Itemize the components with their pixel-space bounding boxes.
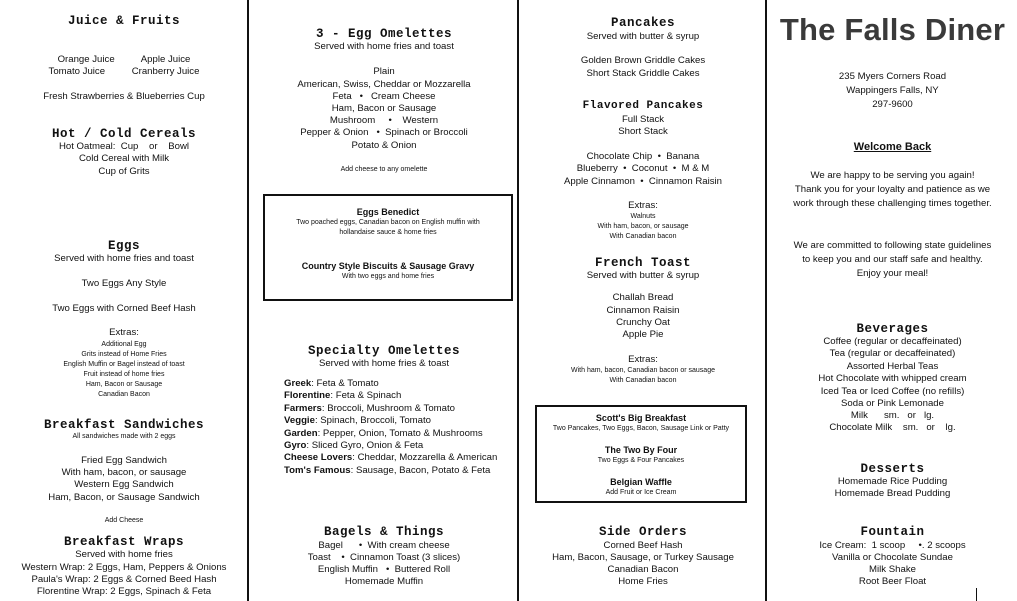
specialty-omelette-desc: : Spinach, Broccoli, Tomato xyxy=(314,415,432,427)
menu-item: Milk Shake xyxy=(869,564,916,575)
address-line: Wappingers Falls, NY xyxy=(846,85,939,96)
menu-item: Cup of Grits xyxy=(98,166,150,177)
welcome-text: Thank you for your loyalty and patience as we xyxy=(794,184,991,195)
extras-item: Canadian Bacon xyxy=(98,391,150,398)
address-line: 235 Myers Corners Road xyxy=(838,71,947,82)
menu-item: Toast • Cinnamon Toast (3 slices) xyxy=(307,552,461,563)
section-title-desserts: Desserts xyxy=(860,462,925,476)
extras-item: With Canadian bacon xyxy=(609,233,677,240)
section-title-wraps: Breakfast Wraps xyxy=(63,535,185,549)
specialty-omelette-name: Cheese Lovers xyxy=(284,452,353,464)
menu-item: English Muffin • Buttered Roll xyxy=(317,564,451,575)
specialty-omelette-desc: : Feta & Tomato xyxy=(311,378,379,389)
menu-item: Potato & Onion xyxy=(351,140,417,151)
menu-item: Ice Cream: 1 scoop •. 2 scoops xyxy=(819,540,966,551)
menu-item: Short Stack xyxy=(618,126,668,137)
section-title-bagels: Bagels & Things xyxy=(323,525,445,539)
specialty-omelette-desc: : Sliced Gyro, Onion & Feta xyxy=(306,440,424,451)
section-title-flavored-pancakes: Flavored Pancakes xyxy=(582,100,704,112)
menu-item: American, Swiss, Cheddar or Mozzarella xyxy=(297,79,471,90)
menu-item: Two Eggs with Corned Beef Hash xyxy=(52,303,196,314)
menu-item: Canadian Bacon xyxy=(607,564,679,575)
section-title-omelettes: 3 - Egg Omelettes xyxy=(315,27,453,41)
specialty-omelette-item xyxy=(284,465,518,477)
extras-item: Walnuts xyxy=(630,213,656,220)
menu-column-2 xyxy=(250,0,518,601)
section-title-sides: Side Orders xyxy=(598,525,687,539)
menu-item: Full Stack xyxy=(621,114,665,125)
menu-item: Homemade Bread Pudding xyxy=(834,488,951,499)
phone-number: 297-9600 xyxy=(872,99,913,110)
special-description: Add Fruit or Ice Cream xyxy=(605,489,677,496)
menu-item: Ham, Bacon, or Sausage Sandwich xyxy=(48,492,200,503)
section-subtitle: Served with home fries and toast xyxy=(54,253,194,264)
section-subtitle: Served with home fries and toast xyxy=(314,41,454,52)
menu-item: Vanilla or Chocolate Sundae xyxy=(832,552,953,563)
menu-item: Corned Beef Hash xyxy=(603,540,683,551)
special-title: Belgian Waffle xyxy=(610,477,672,487)
menu-item: Homemade Rice Pudding xyxy=(837,476,948,487)
menu-item: Assorted Herbal Teas xyxy=(846,361,939,372)
section-subtitle: All sandwiches made with 2 eggs xyxy=(72,433,176,440)
extras-label: Extras: xyxy=(109,327,139,338)
section-title-beverages: Beverages xyxy=(856,322,929,336)
specialty-omelette-name: Tom's Famous xyxy=(284,464,351,476)
menu-item: Iced Tea or Iced Coffee (no refills) xyxy=(820,386,965,397)
menu-item: Two Eggs Any Style xyxy=(81,278,167,289)
menu-item: Apple Pie xyxy=(622,329,664,340)
special-title: Eggs Benedict xyxy=(356,207,420,217)
menu-item: Crunchy Oat xyxy=(616,317,670,328)
menu-item: Milk sm. or lg. xyxy=(850,410,935,421)
extras-item: English Muffin or Bagel instead of toast xyxy=(63,361,185,368)
specialty-omelette-item xyxy=(284,415,518,427)
specialty-omelette-desc: : Feta & Spinach xyxy=(330,390,402,402)
section-title-french-toast: French Toast xyxy=(594,256,691,270)
menu-item: Fried Egg Sandwich xyxy=(81,455,167,466)
welcome-text: Enjoy your meal! xyxy=(856,268,929,279)
menu-column-1 xyxy=(0,0,248,601)
menu-item: Orange Juice Apple Juice xyxy=(57,54,191,65)
extras-label: Extras: xyxy=(628,354,658,365)
extras-item: Ham, Bacon or Sausage xyxy=(85,381,163,388)
section-subtitle: Served with butter & syrup xyxy=(586,270,700,281)
menu-item: Challah Bread xyxy=(612,292,674,303)
menu-item: Chocolate Milk sm. or lg. xyxy=(829,422,956,433)
specialty-omelette-item xyxy=(284,452,518,464)
specials-box xyxy=(535,405,747,503)
specialty-omelette-name: Greek xyxy=(284,378,312,389)
menu-item: Tomato Juice Cranberry Juice xyxy=(48,66,200,77)
special-title: The Two By Four xyxy=(604,445,678,455)
menu-item: Cold Cereal with Milk xyxy=(78,153,170,164)
special-title: Country Style Biscuits & Sausage Gravy xyxy=(301,261,475,271)
specialty-omelette-desc: : Cheddar, Mozzarella & American xyxy=(352,452,498,464)
menu-item: Bagel • With cream cheese xyxy=(318,540,450,551)
menu-item: Ham, Bacon or Sausage xyxy=(331,103,437,114)
special-description: hollandaise sauce & home fries xyxy=(339,229,437,236)
section-title-eggs: Eggs xyxy=(107,239,140,253)
menu-item: Mushroom • Western xyxy=(329,115,439,126)
menu-item: Feta • Cream Cheese xyxy=(332,91,436,102)
section-subtitle: Served with home fries xyxy=(75,549,173,560)
welcome-text: We are committed to following state guidelines xyxy=(793,240,992,251)
specialty-omelette-item xyxy=(284,440,518,452)
specials-box xyxy=(263,194,513,301)
section-subtitle: Served with home fries & toast xyxy=(318,358,450,369)
specialty-omelette-desc: : Pepper, Onion, Tomato & Mushrooms xyxy=(317,427,483,439)
extras-item: With ham, bacon, or sausage xyxy=(597,223,689,230)
menu-item: Apple Cinnamon • Cinnamon Raisin xyxy=(563,176,722,187)
specialty-omelette-item xyxy=(284,390,518,402)
menu-item: Root Beer Float xyxy=(858,576,927,587)
menu-item: With ham, bacon, or sausage xyxy=(61,467,187,478)
welcome-heading: Welcome Back xyxy=(853,141,932,153)
menu-item: Plain xyxy=(373,66,395,77)
section-title-fountain: Fountain xyxy=(860,525,925,539)
menu-item: Paula's Wrap: 2 Eggs & Corned Beed Hash xyxy=(31,574,217,585)
menu-item: Pepper & Onion • Spinach or Broccoli xyxy=(300,127,468,138)
menu-item: Golden Brown Griddle Cakes xyxy=(580,55,706,66)
menu-item: Chocolate Chip • Banana xyxy=(586,151,700,162)
specialty-omelette-desc: : Sausage, Bacon, Potato & Feta xyxy=(350,464,491,476)
menu-item: Coffee (regular or decaffeinated) xyxy=(823,336,962,347)
section-subtitle: Served with butter & syrup xyxy=(586,31,700,42)
special-description: Two poached eggs, Canadian bacon on English muffin with xyxy=(296,219,480,226)
menu-item: Hot Oatmeal: Cup or Bowl xyxy=(58,141,190,152)
welcome-text: to keep you and our staff safe and healthy. xyxy=(802,254,983,265)
welcome-text: We are happy to be serving you again! xyxy=(810,170,975,181)
welcome-text: work through these challenging times together. xyxy=(793,198,992,209)
menu-item: Soda or Pink Lemonade xyxy=(841,398,944,409)
menu-item: Short Stack Griddle Cakes xyxy=(586,68,700,79)
special-description: With two eggs and home fries xyxy=(341,273,435,280)
menu-column-3 xyxy=(520,0,766,601)
menu-item: Home Fries xyxy=(618,576,668,587)
menu-item: Tea (regular or decaffeinated) xyxy=(829,348,956,359)
specialty-omelette-desc: : Broccoli, Mushroom & Tomato xyxy=(321,402,455,414)
extras-item: Fruit instead of home fries xyxy=(83,371,165,378)
menu-column-4 xyxy=(768,0,1017,601)
specialty-omelette-item xyxy=(284,378,518,390)
special-description: Two Pancakes, Two Eggs, Bacon, Sausage Link or Patty xyxy=(552,425,730,432)
extras-label: Extras: xyxy=(628,200,658,211)
section-title-specialty-omelettes: Specialty Omelettes xyxy=(307,344,461,358)
menu-item: Cinnamon Raisin xyxy=(606,305,680,316)
menu-item: Blueberry • Coconut • M & M xyxy=(576,163,710,174)
specialty-omelette-name: Veggie xyxy=(284,415,315,427)
extras-item: With Canadian bacon xyxy=(609,377,677,384)
extras-item: Grits instead of Home Fries xyxy=(81,351,167,358)
specialty-omelette-name: Garden xyxy=(284,427,318,439)
menu-item: Fresh Strawberries & Blueberries Cup xyxy=(43,91,205,102)
section-title-pancakes: Pancakes xyxy=(610,16,675,30)
specialty-omelette-name: Florentine xyxy=(284,390,331,402)
specialty-omelette-name: Farmers xyxy=(284,402,322,414)
menu-item: Hot Chocolate with whipped cream xyxy=(818,373,967,384)
section-title-juice: Juice & Fruits xyxy=(67,14,181,28)
menu-item: Ham, Bacon, Sausage, or Turkey Sausage xyxy=(552,552,734,563)
menu-item: Western Egg Sandwich xyxy=(74,479,174,490)
add-on-note: Add cheese to any omelette xyxy=(340,166,428,173)
restaurant-name: The Falls Diner xyxy=(779,12,1006,47)
menu-item: Homemade Muffin xyxy=(344,576,424,587)
section-title-cereals: Hot / Cold Cereals xyxy=(51,127,197,141)
menu-item: Western Wrap: 2 Eggs, Ham, Peppers & Onions xyxy=(21,562,227,573)
extras-item: Additional Egg xyxy=(101,341,147,348)
add-on-note: Add Cheese xyxy=(104,517,144,524)
special-title: Scott's Big Breakfast xyxy=(595,413,687,423)
special-description: Two Eggs & Four Pancakes xyxy=(597,457,685,464)
menu-item: Florentine Wrap: 2 Eggs, Spinach & Feta xyxy=(36,586,212,597)
specialty-omelette-item xyxy=(284,403,518,415)
specialty-omelette-name: Gyro xyxy=(284,440,307,451)
extras-item: With ham, bacon, Canadian bacon or sausage xyxy=(571,367,715,374)
specialty-omelette-item xyxy=(284,428,518,440)
section-title-sandwiches: Breakfast Sandwiches xyxy=(43,418,205,432)
